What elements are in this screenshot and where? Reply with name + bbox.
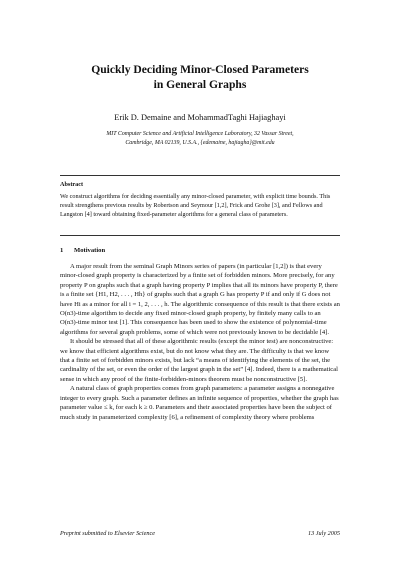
section-body bbox=[60, 262, 340, 422]
title-line-1: Quickly Deciding Minor-Closed Parameters bbox=[91, 63, 309, 76]
affiliation bbox=[40, 130, 360, 147]
paper-title bbox=[60, 62, 340, 92]
section-number: 1 bbox=[60, 247, 64, 254]
section-title: Motivation bbox=[74, 247, 106, 254]
title-line-2: in General Graphs bbox=[153, 78, 247, 91]
affiliation-line-2: Cambridge, MA 02139, U.S.A., {edemaine, hajiagha}@mit.edu bbox=[125, 139, 275, 146]
section-heading bbox=[60, 246, 105, 255]
body-paragraph: A natural class of graph properties comes from graph parameters: a parameter assigns a nonnegative integer to every graph. Such a parameter defines an infinite sequence of properties, whether the graph has parameter value ≤ k, for each k ≥ 0. Parameters and their associated properties have been the subject of much study in parameterized complexity [6], a refinement of complexity theory where problems bbox=[60, 385, 339, 421]
body-paragraph: It should be stressed that all of these algorithmic results (except the minor test) are nonconstructive: we know that efficient algorithms exist, but do not know what they are. The difficulty is that we know that a finite set of forbidden minors exists, but lack “a means of identifying the elements of the set, the cardinality of the set, or even the order of the largest graph in the set” [4]. Indeed, there is a mathematical sense in which any proof of the finite-forbidden-minors theorem must be nonconstructive [5]. bbox=[60, 338, 338, 383]
authors: Erik D. Demaine and MohammadTaghi Hajiaghayi bbox=[114, 113, 286, 122]
body-paragraph: A major result from the seminal Graph Minors series of papers (in particular [1,2]) is that every minor-closed graph property is characterized by a finite set of forbidden minors. More precisely, for any property P on graphs such that a graph having property P implies that all its minors have property P, there is a finite set {H1, H2, . . . , Hh} of graphs such that a graph G has property P if and only if G does not have Hi as a minor for all i = 1, 2, . . . , h. The algorithmic consequence of this result is that there exists an O(n3)-time algorithm to decide any fixed minor-closed graph property, by finitely many calls to an O(n3)-time minor test [1]. This consequence has been used to show the existence of polynomial-time algorithms for several graph problems, some of which were not previously known to be decidable [4]. bbox=[60, 263, 340, 336]
abstract-text: We construct algorithms for deciding essentially any minor-closed parameter, with explicit time bounds. This result strengthens previous results by Robertson and Seymour [1,2], Frick and Grohe [3], and Fellows and Langston [4] toward obtaining fixed-parameter algorithms for a general class of parameters. bbox=[60, 193, 331, 218]
abstract-heading: Abstract bbox=[60, 181, 84, 188]
footer-date: 13 July 2005 bbox=[308, 530, 340, 537]
abstract-bottom-rule bbox=[60, 235, 340, 236]
affiliation-line-1: MIT Computer Science and Artificial Intelligence Laboratory, 32 Vassar Street, bbox=[106, 131, 294, 137]
footer-preprint-note: Preprint submitted to Elsevier Science bbox=[60, 530, 155, 537]
abstract-top-rule bbox=[60, 175, 340, 176]
